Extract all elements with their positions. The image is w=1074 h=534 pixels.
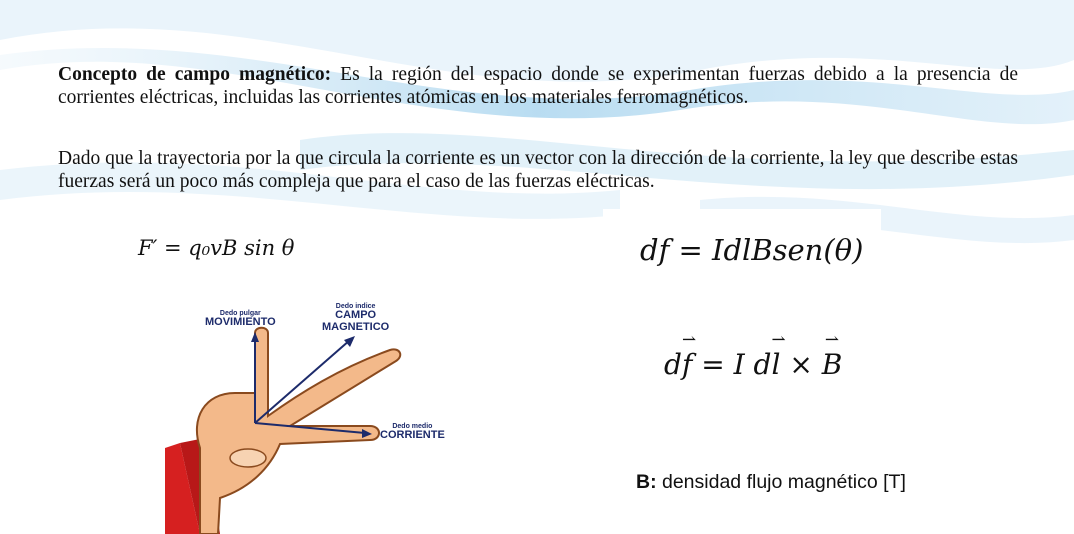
vector-f: ⇀ f bbox=[682, 348, 692, 381]
concept-heading: Concepto de campo magnético: bbox=[58, 64, 332, 85]
vector-formula-cross: × bbox=[780, 348, 822, 381]
b-definition-text: densidad flujo magnético [T] bbox=[656, 471, 906, 493]
right-hand-rule-illustration bbox=[160, 298, 470, 534]
index-label-big-2: MAGNETICO bbox=[322, 320, 390, 333]
index-label-big-1: CAMPO bbox=[335, 309, 377, 322]
vector-formula bbox=[664, 348, 842, 381]
vector-formula-d: d bbox=[664, 348, 682, 381]
index-label-small: Dedo indice bbox=[335, 303, 376, 310]
thumb-nail bbox=[230, 449, 266, 467]
vector-B: ⇀ B bbox=[822, 348, 843, 381]
middle-label-small: Dedo medio bbox=[392, 423, 433, 430]
index-label bbox=[322, 303, 389, 333]
thumb-label bbox=[205, 310, 276, 329]
df-formula: df = IdlBsen(θ) bbox=[640, 233, 864, 267]
vector-formula-box bbox=[640, 338, 845, 396]
vector-law-paragraph: Dado que la trayectoria por la que circula la corriente es un vector con la dirección de la corriente, la ley que describe estas fuerzas será un poco más compleja que para el caso de las fuerzas eléctricas. bbox=[58, 148, 1018, 192]
middle-label-big: CORRIENTE bbox=[380, 429, 445, 442]
b-definition bbox=[636, 471, 906, 494]
hand bbox=[197, 328, 400, 534]
middle-label bbox=[380, 423, 445, 442]
concept-paragraph bbox=[58, 63, 1018, 109]
thumb-label-small: Dedo pulgar bbox=[219, 310, 261, 317]
df-formula-box bbox=[603, 209, 881, 301]
concept-text: Es la región del espacio donde se experimentan fuerzas debido a la presencia de corrientes eléctricas, incluidas las corrientes atómicas en los materiales ferromagnéticos. bbox=[58, 64, 1018, 108]
vector-formula-eq: = I d bbox=[692, 348, 772, 381]
b-symbol: B: bbox=[636, 471, 657, 493]
thumb-label-big: MOVIMIENTO bbox=[205, 316, 276, 329]
vector-l: ⇀ l bbox=[771, 348, 780, 381]
force-formula: F′ = q₀vB sin θ bbox=[138, 236, 295, 260]
index-arrowhead bbox=[344, 336, 355, 347]
